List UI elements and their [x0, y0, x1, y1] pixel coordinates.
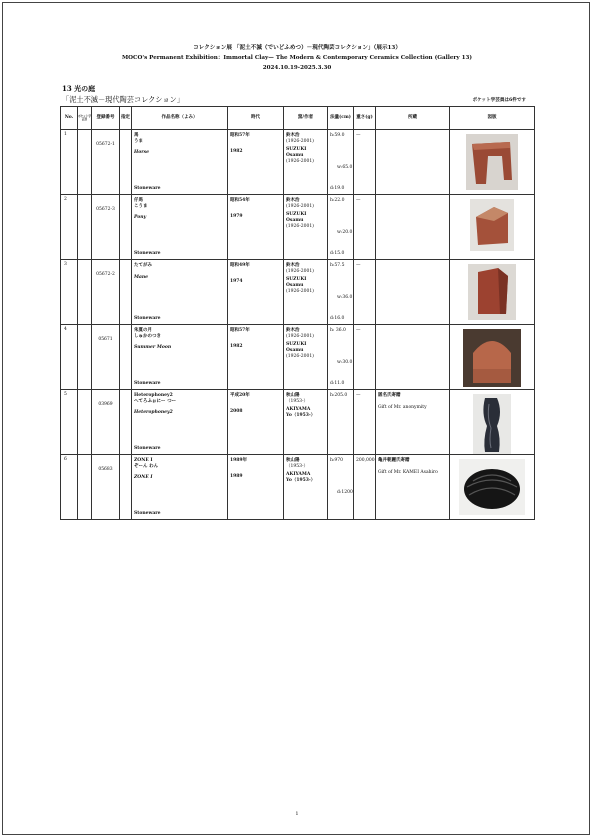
artist-life-en: (1926-2001) — [286, 158, 314, 164]
title-cell — [132, 455, 228, 520]
era-cell — [228, 325, 284, 390]
col-dims: 法量(cm) — [328, 107, 354, 130]
title-en: Pony — [134, 215, 147, 221]
title-reading: うま — [134, 138, 143, 144]
owner-en: Gift of Mr. anonymity — [378, 404, 427, 410]
artist-ja: 鈴木治 — [286, 328, 300, 333]
title-reading: しゅかのつき — [134, 333, 161, 339]
dimension-height: h:59.0 — [330, 133, 345, 138]
owner-ja: 亀井朝麗氏寄贈 — [378, 458, 410, 463]
pocket-cell — [78, 325, 92, 390]
row-number: 2 — [61, 195, 78, 260]
weight-cell — [354, 455, 376, 520]
col-title: 作品名称（よみ） — [132, 107, 228, 130]
image-cell — [450, 390, 535, 455]
registration-number — [92, 130, 120, 195]
registration-number-text: 05672-1 — [96, 142, 115, 147]
registration-number-text: 05671 — [98, 337, 113, 342]
registration-number-text: 03969 — [98, 402, 113, 407]
registration-number — [92, 260, 120, 325]
dimension-width: w:20.0 — [337, 230, 353, 235]
title-ja: たてがみ — [134, 263, 152, 268]
title-ja: 朱夏の月 — [134, 328, 152, 333]
material: Stoneware — [134, 446, 161, 452]
dimension-width: d:1200 — [337, 490, 353, 495]
artist-life: (1926-2001) — [286, 268, 314, 274]
registration-number — [92, 325, 120, 390]
weight-value: — — [356, 263, 361, 268]
exhibition-dates: 2024.10.19-2025.3.30 — [262, 65, 332, 71]
designation-cell — [120, 325, 132, 390]
image-cell — [450, 455, 535, 520]
designation-cell — [120, 130, 132, 195]
pocket-cell — [78, 390, 92, 455]
artist-life: (1926-2001) — [286, 138, 314, 144]
artist-cell — [284, 260, 328, 325]
exhibition-title-en: MOCO's Permanent Exhibition：Immortal Clay— The Modern & Contemporary Ceramics Collection (Gallery 13) — [121, 55, 473, 61]
registration-number-text: 05672-3 — [96, 207, 115, 212]
zone-sculpture-image — [459, 459, 525, 515]
artist-ja: 鈴木治 — [286, 198, 300, 203]
row-number: 3 — [61, 260, 78, 325]
title-en: Summer Moon — [134, 345, 172, 351]
pocket-cell — [78, 260, 92, 325]
artist-ja: 鈴木治 — [286, 263, 300, 268]
artist-life-en: (1926-2001) — [286, 223, 314, 229]
page-number: 1 — [295, 811, 299, 817]
title-ja: 仔馬 — [134, 198, 143, 203]
artist-cell — [284, 455, 328, 520]
dimension-height: h:57.5 — [330, 263, 345, 268]
weight-cell — [354, 195, 376, 260]
image-cell — [450, 260, 535, 325]
artist-ja: 鈴木治 — [286, 133, 300, 138]
artist-en-family: AKIYAMA — [286, 407, 311, 413]
artist-life: (1926-2001) — [286, 203, 314, 209]
dimension-height: h:970 — [330, 458, 344, 463]
era-cell — [228, 260, 284, 325]
table-row — [61, 455, 535, 520]
title-reading: ぞーん わん — [134, 463, 159, 469]
dimension-depth: d:19.0 — [330, 186, 345, 192]
owner-cell — [376, 260, 450, 325]
title-en: Mane — [134, 274, 149, 280]
material: Stoneware — [134, 186, 161, 192]
title-cell — [132, 130, 228, 195]
title-reading: へてろふぉにー つー — [134, 398, 177, 404]
col-weight: 重さ(g) — [354, 107, 376, 130]
artwork-table — [60, 106, 535, 520]
row-number: 1 — [61, 130, 78, 195]
owner-cell — [376, 130, 450, 195]
material: Stoneware — [134, 381, 161, 387]
col-image: 図版 — [450, 107, 535, 130]
dimension-width: w:36.0 — [337, 295, 353, 300]
designation-cell — [120, 260, 132, 325]
artist-en-family: SUZUKI — [286, 147, 307, 153]
artist-en-family: SUZUKI — [286, 212, 307, 218]
row-number: 6 — [61, 455, 78, 520]
registration-number — [92, 455, 120, 520]
artist-en-given: Osamu — [286, 152, 304, 158]
material: Stoneware — [134, 511, 161, 517]
dimension-width: w:30.0 — [337, 360, 353, 365]
col-reg: 登録番号 — [92, 107, 120, 130]
title-en: ZONE I — [134, 475, 153, 481]
designation-cell — [120, 390, 132, 455]
title-en: Horse — [134, 150, 150, 156]
image-cell — [450, 130, 535, 195]
era-en: 1982 — [230, 148, 243, 154]
era-en: 1979 — [230, 213, 243, 219]
heterophoney-sculpture-image — [473, 394, 511, 454]
owner-cell — [376, 195, 450, 260]
artist-en-given: Yo（1953-） — [286, 412, 316, 418]
era-ja: 1989年 — [230, 458, 248, 463]
table-row — [61, 260, 535, 325]
artist-en-given: Yo（1953-） — [286, 477, 316, 483]
weight-cell — [354, 260, 376, 325]
owner-ja: 匿名氏寄贈 — [378, 393, 401, 398]
material: Stoneware — [134, 251, 161, 257]
dimension-width: w:65.0 — [337, 165, 353, 170]
artist-life: (1926-2001) — [286, 333, 314, 339]
title-cell — [132, 390, 228, 455]
owner-cell — [376, 325, 450, 390]
col-owner: 所蔵 — [376, 107, 450, 130]
image-cell — [450, 195, 535, 260]
pony-sculpture-image — [470, 199, 514, 251]
era-ja: 昭和57年 — [230, 133, 250, 138]
era-en: 2008 — [230, 408, 243, 414]
era-cell — [228, 390, 284, 455]
exhibition-title-ja: コレクション展 「泥土不滅（でいどふめつ）－現代陶芸コレクション」（展示13） — [193, 45, 401, 51]
era-en: 1974 — [230, 278, 243, 284]
material: Stoneware — [134, 316, 161, 322]
dimension-depth: d:16.0 — [330, 316, 345, 322]
artist-ja: 秋山陽 — [286, 458, 300, 463]
summer-moon-sculpture-image — [463, 329, 521, 387]
table-row — [61, 390, 535, 455]
horse-sculpture-image — [466, 134, 518, 190]
registration-number-text: 05672-2 — [96, 272, 115, 277]
title-cell — [132, 260, 228, 325]
era-en: 1982 — [230, 343, 243, 349]
pocket-curator-note: ポケット学芸員は6件です — [472, 98, 526, 103]
dimensions-cell — [328, 455, 354, 520]
col-era: 時代 — [228, 107, 284, 130]
weight-value: — — [356, 198, 361, 203]
artist-en-given: Osamu — [286, 347, 304, 353]
mane-sculpture-image — [468, 264, 516, 320]
dimension-depth: d:11.0 — [330, 381, 345, 387]
weight-value: — — [356, 133, 361, 138]
row-number: 4 — [61, 325, 78, 390]
owner-en: Gift of Mr. KAMEI Asahiro — [378, 469, 438, 475]
section-heading: 13 光の庭 — [62, 84, 96, 93]
dimensions-cell — [328, 390, 354, 455]
title-cell — [132, 195, 228, 260]
col-pocket: ポケット学芸員 — [78, 107, 92, 130]
artist-en-family: SUZUKI — [286, 342, 307, 348]
weight-value: — — [356, 328, 361, 333]
table-row — [61, 195, 535, 260]
pocket-cell — [78, 455, 92, 520]
weight-cell — [354, 325, 376, 390]
designation-cell — [120, 455, 132, 520]
pocket-cell — [78, 195, 92, 260]
dimensions-cell — [328, 325, 354, 390]
registration-number — [92, 390, 120, 455]
artist-life: （1953-） — [286, 463, 308, 469]
era-en: 1989 — [230, 473, 243, 479]
collection-subtitle: 「泥土不滅－現代陶芸コレクション」 — [62, 95, 184, 104]
era-ja: 昭和57年 — [230, 328, 250, 333]
weight-cell — [354, 390, 376, 455]
title-ja: 馬 — [134, 133, 139, 138]
era-cell — [228, 455, 284, 520]
artist-life-en: (1926-2001) — [286, 288, 314, 294]
era-cell — [228, 130, 284, 195]
artist-life: （1953-） — [286, 398, 308, 404]
dimension-height: h:22.0 — [330, 198, 345, 203]
registration-number — [92, 195, 120, 260]
artist-cell — [284, 195, 328, 260]
title-en: Heterophoney2 — [134, 410, 173, 416]
artist-cell — [284, 390, 328, 455]
era-cell — [228, 195, 284, 260]
artist-cell — [284, 130, 328, 195]
artist-ja: 秋山陽 — [286, 393, 300, 398]
dimension-height: h:205.0 — [330, 393, 348, 398]
era-ja: 平成20年 — [230, 393, 250, 398]
artist-en-given: Osamu — [286, 282, 304, 288]
owner-cell — [376, 455, 450, 520]
title-ja: ZONE I — [134, 458, 153, 463]
registration-number-text: 05683 — [98, 467, 113, 472]
dimension-depth: d:15.0 — [330, 251, 345, 257]
weight-value: — — [356, 393, 361, 398]
era-ja: 昭和49年 — [230, 263, 250, 268]
dimension-height: h: 36.0 — [330, 328, 346, 333]
artist-en-given: Osamu — [286, 217, 304, 223]
table-row — [61, 325, 535, 390]
pocket-cell — [78, 130, 92, 195]
row-number: 5 — [61, 390, 78, 455]
col-artist: 窯/作者 — [284, 107, 328, 130]
col-designation: 指定 — [120, 107, 132, 130]
weight-value: 200,000 — [356, 458, 375, 463]
col-no: No. — [61, 107, 78, 130]
artist-life-en: (1926-2001) — [286, 353, 314, 359]
era-ja: 昭和54年 — [230, 198, 250, 203]
table-row — [61, 130, 535, 195]
dimensions-cell — [328, 260, 354, 325]
artist-cell — [284, 325, 328, 390]
dimensions-cell — [328, 195, 354, 260]
artist-en-family: AKIYAMA — [286, 472, 311, 478]
dimensions-cell — [328, 130, 354, 195]
artist-en-family: SUZUKI — [286, 277, 307, 283]
title-reading: こうま — [134, 203, 148, 209]
title-ja: Heterophoney2 — [134, 393, 173, 398]
owner-cell — [376, 390, 450, 455]
image-cell — [450, 325, 535, 390]
designation-cell — [120, 195, 132, 260]
weight-cell — [354, 130, 376, 195]
title-cell — [132, 325, 228, 390]
